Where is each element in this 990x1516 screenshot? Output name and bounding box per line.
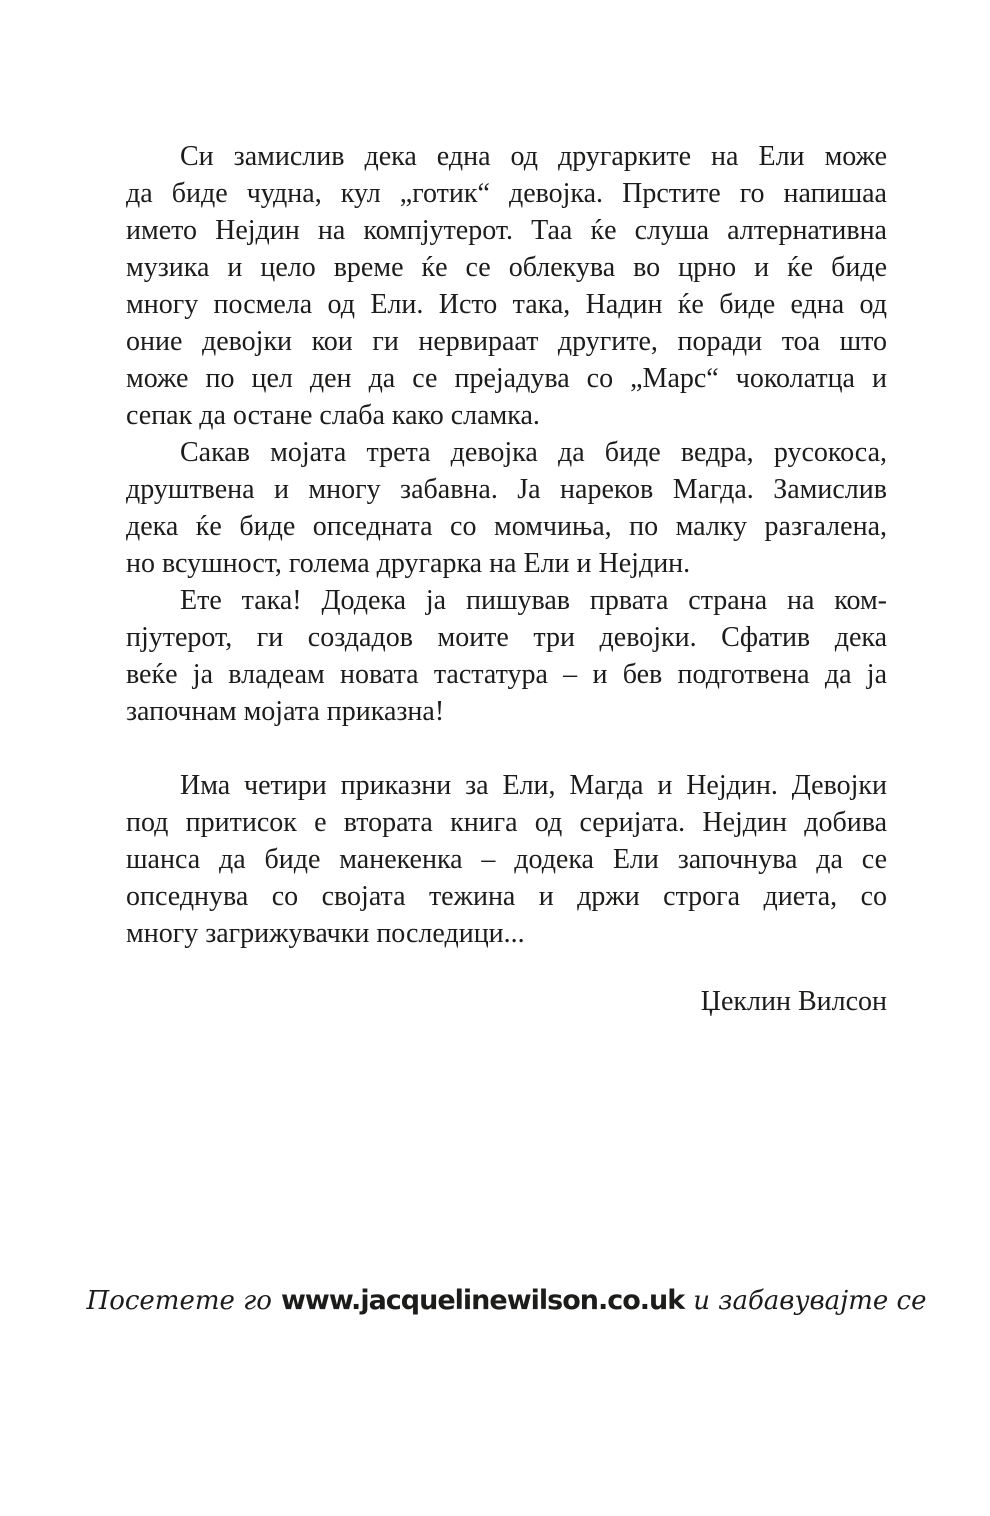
author-name: Џеклин Вилсон [700,986,887,1017]
body-line: Сакав мојата трета девојка да биде ведра, русокоса, [180,437,887,468]
body-line: многу посмела од Ели. Исто така, Надин ќе биде една од [126,289,887,320]
body-line: опседнува со својата тежина и држи строга диета, со [126,881,887,912]
body-line: Ете така! Додека ја пишував првата страна на ком- [180,585,887,616]
paragraph-1 [126,138,887,434]
body-line: друштвена и многу забавна. Ја нареков Магда. Замислив [126,474,887,505]
body-line: сепак да остане слаба како сламка. [126,400,540,431]
body-line: шанса да биде манекенка – додека Ели започнува да се [126,844,887,875]
body-line: музика и цело време ќе се облекува во црно и ќе биде [126,252,887,283]
paragraph-2 [126,434,887,582]
footer-website-url: www.jacquelinewilson.co.uk [280,1285,685,1316]
body-line: името Нејдин на компјутерот. Таа ќе слуша алтернативна [126,215,887,246]
body-line: пјутерот, ги создадов моите три девојки. Сфатив дека [126,622,887,653]
body-line: оние девојки кои ги нервираат другите, поради тоа што [126,326,887,357]
paragraph-3 [126,582,887,730]
text-column [126,138,887,1020]
body-line: многу загрижувачки последици... [126,918,525,949]
body-line: под притисок е втората книга од серијата. Нејдин добива [126,807,887,838]
footer-prefix-text: Посетете го [86,1286,272,1316]
footer-note [86,1283,927,1325]
body-line: веќе ја владеам новата тастатура – и бев подготвена да ја [126,659,887,690]
body-line: започнам мојата приказна! [126,696,445,727]
body-line: да биде чудна, кул „готик“ девојка. Прстите го напишаа [126,178,887,209]
body-line: може по цел ден да се прејадува со „Марс“ чоколатца и [126,363,887,394]
body-line: но всушност, голема другарка на Ели и Нејдин. [126,548,691,579]
footer-suffix-text: и забавувајте се [693,1286,927,1316]
paragraph-4 [126,767,887,952]
body-line: Има четири приказни за Ели, Магда и Нејдин. Девојки [180,770,887,801]
body-line: Си замислив дека една од другарките на Ели може [180,141,887,172]
body-line: дека ќе биде опседната со момчиња, по малку разгалена, [126,511,887,542]
